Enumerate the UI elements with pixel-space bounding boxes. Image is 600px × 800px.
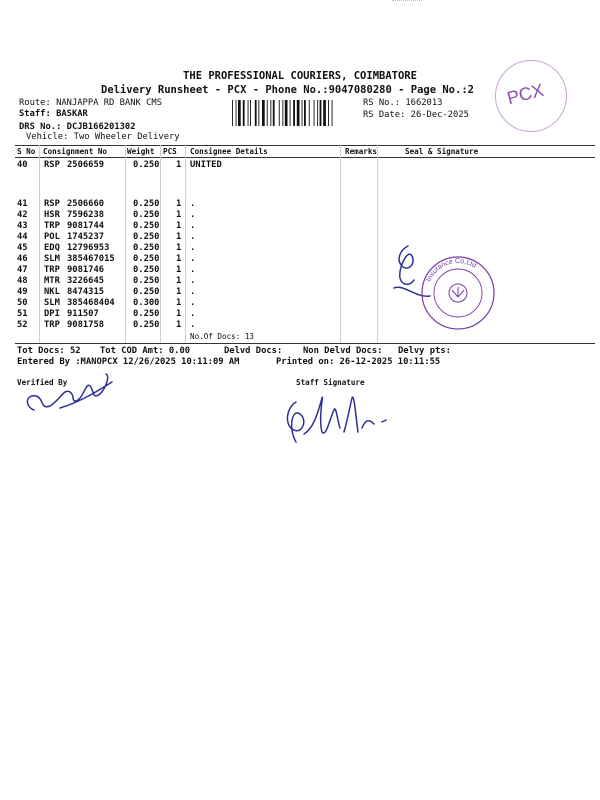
row-consignment-number: 7596238	[67, 210, 105, 220]
row-weight: 0.250	[133, 265, 160, 275]
barcode-bar	[304, 100, 306, 126]
row-pcs: 1	[176, 221, 182, 231]
barcode-bar	[332, 100, 333, 126]
row-sno: 45	[17, 243, 28, 253]
barcode-bar	[285, 100, 288, 126]
barcode-bar	[270, 100, 271, 126]
barcode-bar	[293, 100, 295, 126]
barcode-bar	[238, 100, 241, 126]
row-consignee: .	[190, 232, 196, 242]
row-consignment-prefix: SLM	[44, 298, 60, 308]
barcode-bar	[273, 100, 275, 126]
row-sno: 42	[17, 210, 28, 220]
row-weight: 0.250	[133, 210, 160, 220]
rs-number: RS No.: 1662013	[363, 98, 443, 108]
verified-by-label: Verified By	[17, 378, 68, 387]
row-pcs: 1	[176, 265, 182, 275]
row-consignment-prefix: SLM	[44, 254, 60, 264]
table-row	[0, 287, 600, 298]
row-consignee: .	[190, 276, 196, 286]
row-consignee: .	[190, 287, 196, 297]
route-label: Route: NANJAPPA RD BANK CMS	[19, 98, 162, 108]
non-delvd-docs: Non Delvd Docs:	[303, 346, 383, 356]
row-consignee: .	[190, 221, 196, 231]
insurance-seal	[422, 257, 494, 329]
delivery-seal-and-signature	[390, 238, 510, 338]
row-consignment-number: 1745237	[67, 232, 105, 242]
row-consignee: .	[190, 243, 196, 253]
row-weight: 0.250	[133, 199, 160, 209]
row-consignment-number: 911507	[67, 309, 99, 319]
row-weight: 0.250	[133, 160, 160, 170]
row-consignment-number: 2506659	[67, 160, 105, 170]
staff-signature	[278, 388, 398, 458]
row-consignment-prefix: RSP	[44, 160, 60, 170]
barcode-bar	[323, 100, 326, 126]
row-weight: 0.250	[133, 232, 160, 242]
barcode-bar	[290, 100, 291, 126]
barcode-bar	[267, 100, 268, 126]
barcode-bar	[309, 100, 310, 126]
delvy-pts: Delvy pts:	[398, 346, 451, 356]
header-consignment: Consignment No	[43, 147, 108, 156]
row-sno: 49	[17, 287, 28, 297]
company-title: THE PROFESSIONAL COURIERS, COIMBATORE	[183, 70, 417, 82]
row-consignment-prefix: HSR	[44, 210, 60, 220]
row-sno: 40	[17, 160, 28, 170]
row-pcs: 1	[176, 199, 182, 209]
table-row	[0, 221, 600, 232]
row-pcs: 1	[176, 232, 182, 242]
row-consignee: .	[190, 210, 196, 220]
barcode-bar	[248, 100, 249, 126]
table-row	[0, 243, 600, 254]
scan-artifact	[392, 0, 422, 4]
row-sno: 46	[17, 254, 28, 264]
table-row	[0, 276, 600, 287]
row-consignment-prefix: TRP	[44, 265, 60, 275]
footer-rule	[15, 343, 595, 344]
row-weight: 0.250	[133, 254, 160, 264]
barcode-bar	[236, 100, 237, 126]
row-sno: 50	[17, 298, 28, 308]
signature-underline	[394, 287, 430, 296]
row-consignee: .	[190, 265, 196, 275]
drs-number: DRS No.: DCJB166201302	[19, 122, 136, 132]
row-consignment-number: 9081746	[67, 265, 105, 275]
row-pcs: 1	[176, 160, 182, 170]
barcode-bar	[328, 100, 329, 126]
row-weight: 0.250	[133, 309, 160, 319]
barcode-bar	[282, 100, 283, 126]
row-pcs: 1	[176, 210, 182, 220]
barcode-bar	[320, 100, 322, 126]
row-consignment-number: 3226645	[67, 276, 105, 286]
row-consignee: .	[190, 199, 196, 209]
rs-date: RS Date: 26-Dec-2025	[363, 110, 469, 120]
row-consignment-prefix: RSP	[44, 199, 60, 209]
row-consignment-number: 8474315	[67, 287, 105, 297]
table-row	[0, 199, 600, 210]
row-weight: 0.250	[133, 221, 160, 231]
row-pcs: 1	[176, 287, 182, 297]
row-consignment-number: 9081758	[67, 320, 105, 330]
row-consignee: .	[190, 298, 196, 308]
runsheet-line: Delivery Runsheet - PCX - Phone No.:9047080280 - Page No.:2	[101, 84, 474, 96]
printed-on: Printed on: 26-12-2025 10:11:55	[276, 357, 441, 367]
barcode-bar	[232, 100, 233, 126]
row-consignment-number: 12796953	[67, 243, 110, 253]
row-sno: 48	[17, 276, 28, 286]
row-consignment-prefix: EDQ	[44, 243, 60, 253]
row-consignment-number: 9081744	[67, 221, 105, 231]
header-pcs: PCS	[163, 147, 177, 156]
barcode-bar	[250, 100, 251, 126]
row-sno: 51	[17, 309, 28, 319]
barcode-bar	[255, 100, 257, 126]
row-consignment-prefix: TRP	[44, 221, 60, 231]
header-seal: Seal & Signature	[405, 147, 479, 156]
row-consignment-number: 2506660	[67, 199, 105, 209]
table-row	[0, 309, 600, 320]
barcode-bar	[258, 100, 259, 126]
staff-signature-label: Staff Signature	[296, 378, 365, 387]
table-header-rule	[15, 157, 595, 158]
table-row	[0, 210, 600, 221]
barcode-bar	[317, 100, 318, 126]
row-sno: 43	[17, 221, 28, 231]
row-pcs: 1	[176, 298, 182, 308]
table-row	[0, 265, 600, 276]
row-consignment-prefix: POL	[44, 232, 60, 242]
tot-docs: Tot Docs: 52	[17, 346, 81, 356]
row-consignment-number: 385467015	[67, 254, 115, 264]
vehicle-label: Vehicle: Two Wheeler Delivery	[26, 132, 180, 142]
row-consignee: .	[190, 320, 196, 330]
barcode-bar	[279, 100, 280, 126]
barcode-graphic	[232, 100, 360, 126]
receiver-signature-mark	[399, 246, 414, 284]
no-of-docs: No.Of Docs: 13	[190, 332, 255, 341]
row-sno: 44	[17, 232, 28, 242]
barcode-bar	[243, 100, 245, 126]
table-row	[0, 232, 600, 243]
table-row	[0, 254, 600, 265]
row-weight: 0.300	[133, 298, 160, 308]
tot-cod: Tot COD Amt: 0.00	[100, 346, 191, 356]
seal-text: Insurance Co.Ltd	[425, 257, 478, 283]
row-pcs: 1	[176, 254, 182, 264]
pcx-stamp-text: PCX	[505, 79, 546, 109]
row-sno: 41	[17, 199, 28, 209]
delvd-docs: Delvd Docs:	[224, 346, 283, 356]
row-weight: 0.250	[133, 276, 160, 286]
table-top-rule	[15, 145, 595, 146]
row-consignment-prefix: TRP	[44, 320, 60, 330]
entered-by: Entered By :MANOPCX 12/26/2025 10:11:09 AM	[17, 357, 240, 367]
table-row	[0, 320, 600, 331]
header-sno: S No	[17, 147, 36, 156]
row-consignment-prefix: NKL	[44, 287, 60, 297]
header-weight: Weight	[127, 147, 155, 156]
row-weight: 0.250	[133, 243, 160, 253]
barcode-bar	[314, 100, 315, 126]
row-sno: 52	[17, 320, 28, 330]
table-row	[0, 160, 600, 171]
staff-label: Staff: BASKAR	[19, 109, 88, 119]
barcode-bar	[302, 100, 303, 126]
row-consignment-prefix: DPI	[44, 309, 60, 319]
row-consignee: .	[190, 254, 196, 264]
table-row	[0, 298, 600, 309]
row-sno: 47	[17, 265, 28, 275]
header-remarks: Remarks	[345, 147, 378, 156]
barcode-bar	[262, 100, 265, 126]
barcode-bar	[297, 100, 300, 126]
row-weight: 0.250	[133, 287, 160, 297]
row-consignee: UNITED	[190, 160, 222, 170]
row-consignee: .	[190, 309, 196, 319]
row-pcs: 1	[176, 309, 182, 319]
row-pcs: 1	[176, 320, 182, 330]
row-consignment-number: 385468404	[67, 298, 115, 308]
row-pcs: 1	[176, 243, 182, 253]
header-consignee: Consignee Details	[190, 147, 268, 156]
verified-signature	[20, 370, 130, 420]
row-weight: 0.250	[133, 320, 160, 330]
row-pcs: 1	[176, 276, 182, 286]
row-consignment-prefix: MTR	[44, 276, 60, 286]
